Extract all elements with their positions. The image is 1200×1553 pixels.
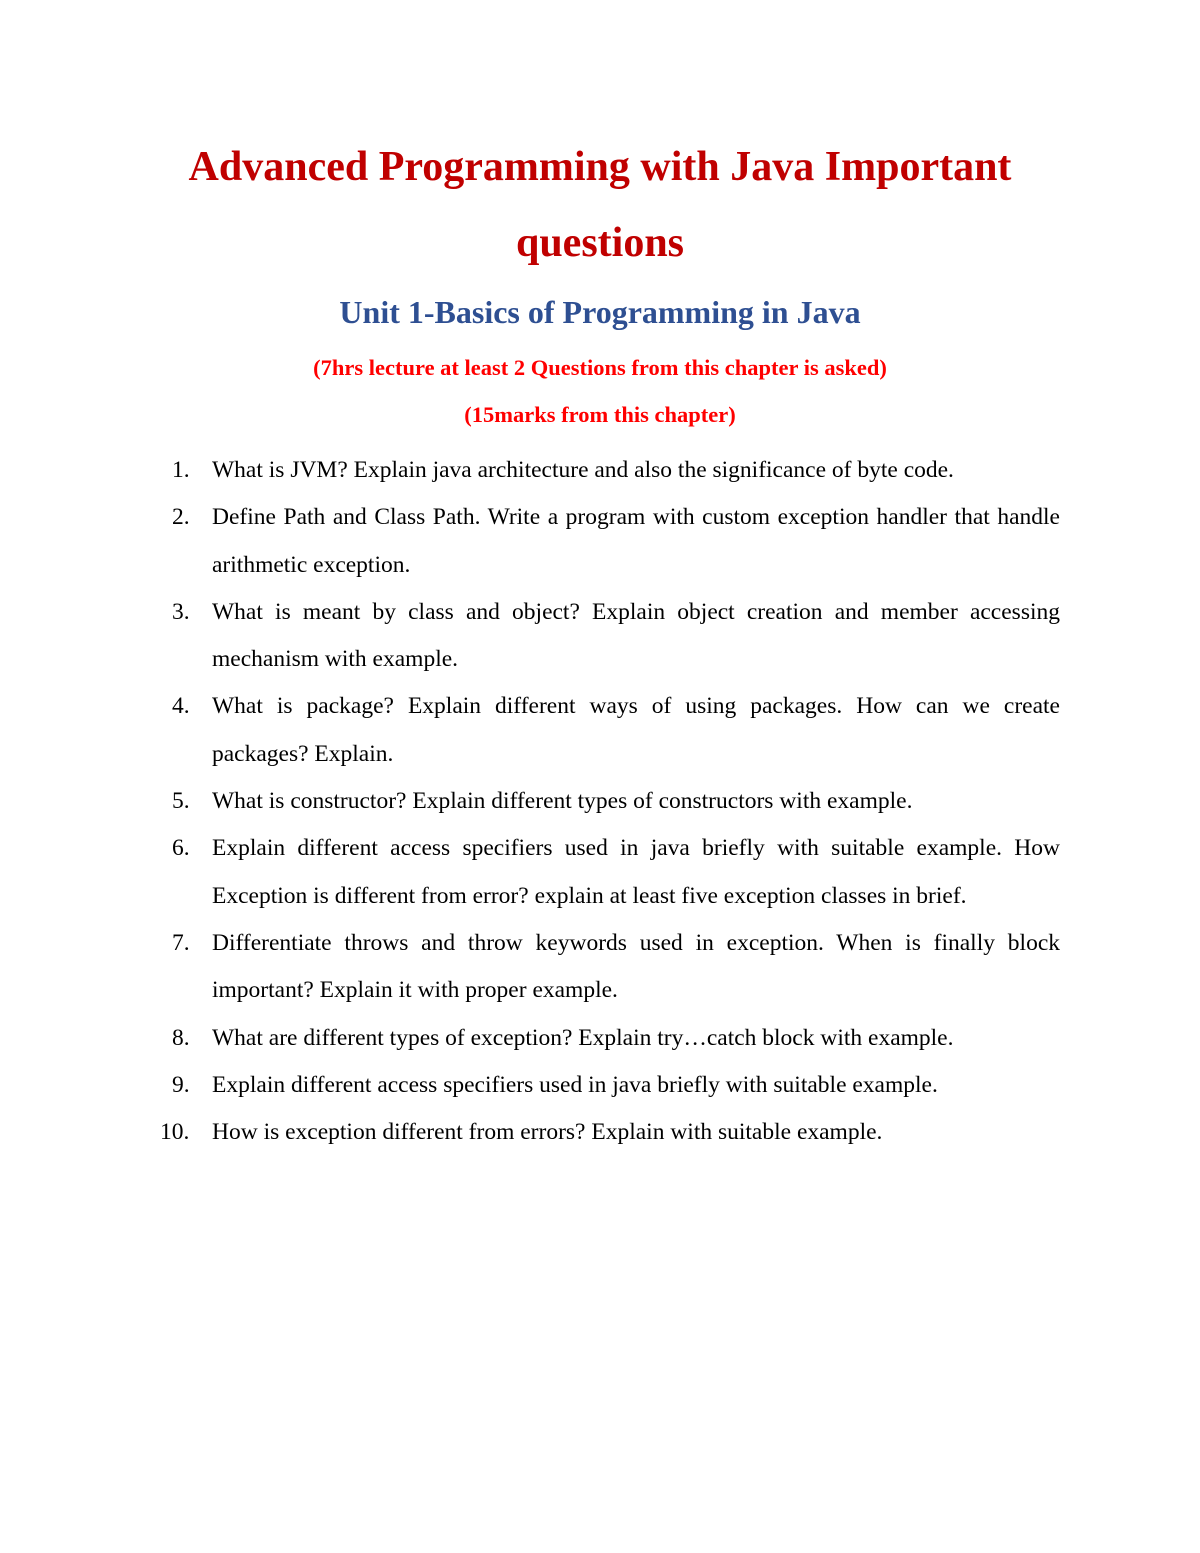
question-number: 5. — [172, 788, 190, 815]
question-item-7 — [160, 920, 1060, 1015]
question-text: Explain different access specifiers used in java briefly with suitable example. — [212, 1071, 938, 1098]
lecture-note: (7hrs lecture at least 2 Questions from this chapter is asked) — [313, 355, 887, 380]
question-text: What is constructor? Explain different types of constructors with example. — [212, 788, 913, 815]
document-title-line2: questions — [515, 220, 685, 266]
question-item-8 — [160, 1015, 1060, 1062]
question-text: What is JVM? Explain java architecture and also the significance of byte code. — [212, 457, 954, 483]
question-item-10 — [160, 1109, 1060, 1156]
question-number: 7. — [172, 929, 190, 956]
question-text: What is package? Explain different ways of using packages. How can we create packages? Explain. — [212, 693, 1060, 767]
question-item-5 — [160, 778, 1060, 825]
question-number: 6. — [172, 835, 190, 862]
question-item-1 — [160, 447, 1060, 494]
question-item-6 — [160, 825, 1060, 920]
question-text: What are different types of exception? Explain try…catch block with example. — [212, 1024, 954, 1051]
question-item-4 — [160, 683, 1060, 778]
question-number: 2. — [172, 504, 190, 531]
question-number: 4. — [172, 693, 190, 720]
question-number: 3. — [172, 598, 190, 625]
question-text: What is meant by class and object? Explain object creation and member accessing mechanism with example. — [212, 598, 1060, 673]
marks-note: (15marks from this chapter) — [464, 402, 736, 427]
question-item-9 — [160, 1062, 1060, 1109]
question-text: Differentiate throws and throw keywords used in exception. When is finally block important? Explain it with proper example. — [212, 929, 1060, 1004]
question-number: 9. — [172, 1071, 190, 1098]
question-text: How is exception different from errors? Explain with suitable example. — [212, 1119, 883, 1146]
question-number: 8. — [172, 1024, 190, 1051]
question-text: Explain different access specifiers used in java briefly with suitable example. How Exception is different from error? explain at least five exception classes in brief. — [212, 835, 1060, 909]
question-number: 1. — [172, 457, 190, 483]
unit-heading: Unit 1-Basics of Programming in Java — [339, 294, 861, 330]
question-list — [160, 447, 1060, 1156]
question-item-2 — [160, 494, 1060, 589]
question-number: 10. — [160, 1119, 190, 1146]
document-title-line1: Advanced Programming with Java Important — [188, 144, 1012, 190]
question-item-3 — [160, 589, 1060, 684]
question-text: Define Path and Class Path. Write a program with custom exception handler that handle arithmetic exception. — [212, 504, 1060, 578]
